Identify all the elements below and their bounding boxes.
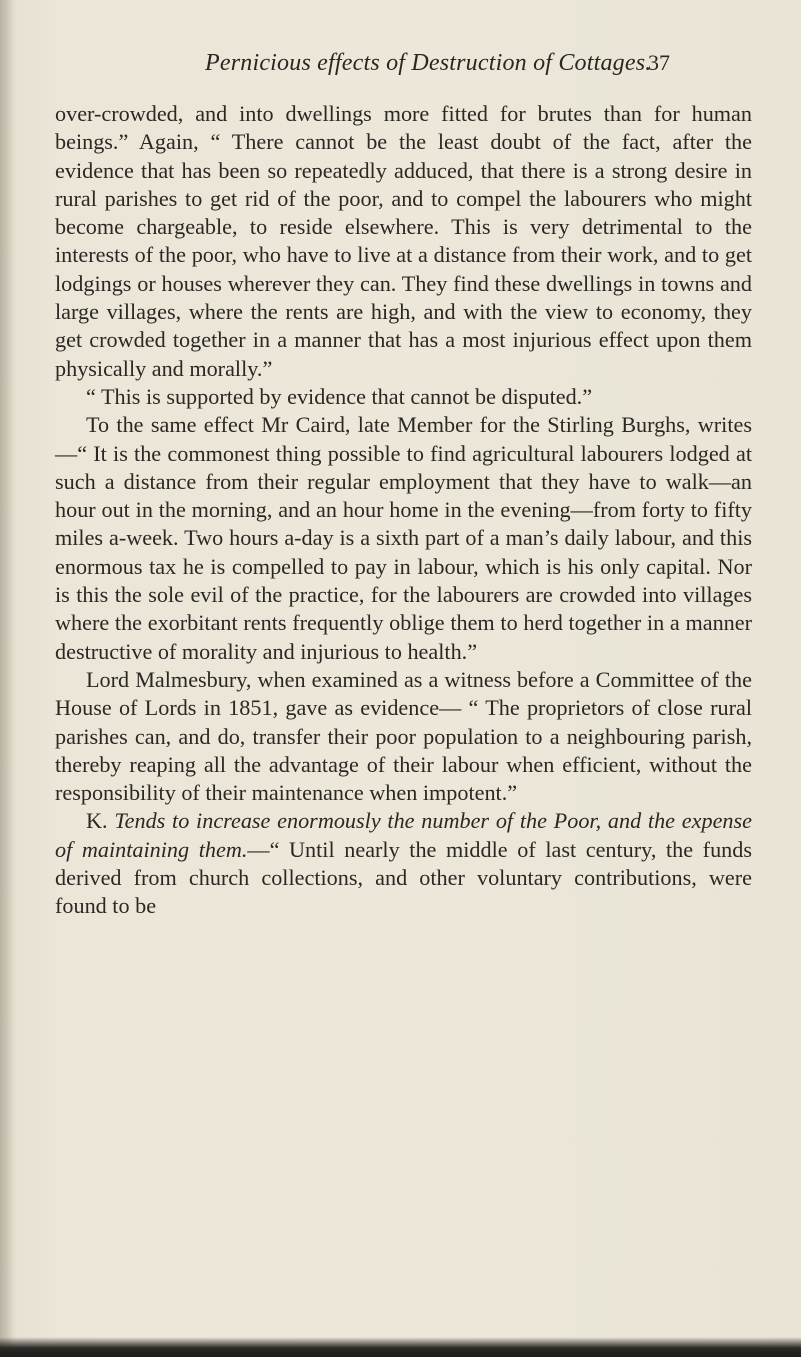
- binding-gutter-shadow: [0, 0, 14, 1357]
- paragraph-section-k: [55, 807, 752, 920]
- paragraph-supported: “ This is supported by evidence that cannot be disputed.”: [86, 383, 593, 409]
- running-head: [0, 50, 801, 90]
- page-number: 37: [648, 50, 670, 75]
- page-bottom-edge: [0, 1337, 801, 1357]
- section-text: —“ Until nearly the middle of last century, the funds derived from church collections, and other voluntary contributions, were found to be: [55, 836, 752, 919]
- section-letter: K.: [86, 808, 108, 834]
- running-head-title: Pernicious effects of Destruction of Cottages.: [205, 50, 652, 76]
- section-heading: Tends to increase enormously the number of the Poor, and the expense of maintaining them.: [55, 808, 752, 862]
- paragraph-malmesbury: Lord Malmesbury, when examined as a witness before a Committee of the House of Lords in 1851, gave as evidence— “ The proprietors of close rural parishes can, and do, transfer their poor population to a neighbouring parish, thereby reaping all the advantage of their labour when efficient, without the responsibility of their maintenance when impotent.”: [55, 666, 752, 806]
- paragraph-continuation: over-crowded, and into dwellings more fitted for brutes than for human beings.” Again, “ There cannot be the least doubt of the fact, after the evidence that has been so repeatedly adduced, that there is a strong desire in rural parishes to get rid of the poor, and to compel the labourers who might become chargeable, to reside elsewhere. This is very detrimental to the interests of the poor, who have to live at a distance from their work, and to get lodgings or houses wherever they can. They find these dwellings in towns and large villages, where the rents are high, and with the view to economy, they get crowded together in a manner that has a most injurious effect upon them physically and morally.”: [55, 101, 752, 381]
- paragraph-caird: To the same effect Mr Caird, late Member for the Stirling Burghs, writes—“ It is the commonest thing possible to find agricultural labourers lodged at such a distance from their regular employment that they have to walk—an hour out in the morning, and an hour home in the evening—from forty to fifty miles a-week. Two hours a-day is a sixth part of a man’s daily labour, and this enormous tax he is compelled to pay in labour, which is his only capital. Nor is this the sole evil of the practice, for the labourers are crowded into villages where the exorbitant rents frequently oblige them to herd together in a manner destructive of morality and injurious to health.”: [55, 412, 752, 664]
- body-text: [55, 100, 752, 921]
